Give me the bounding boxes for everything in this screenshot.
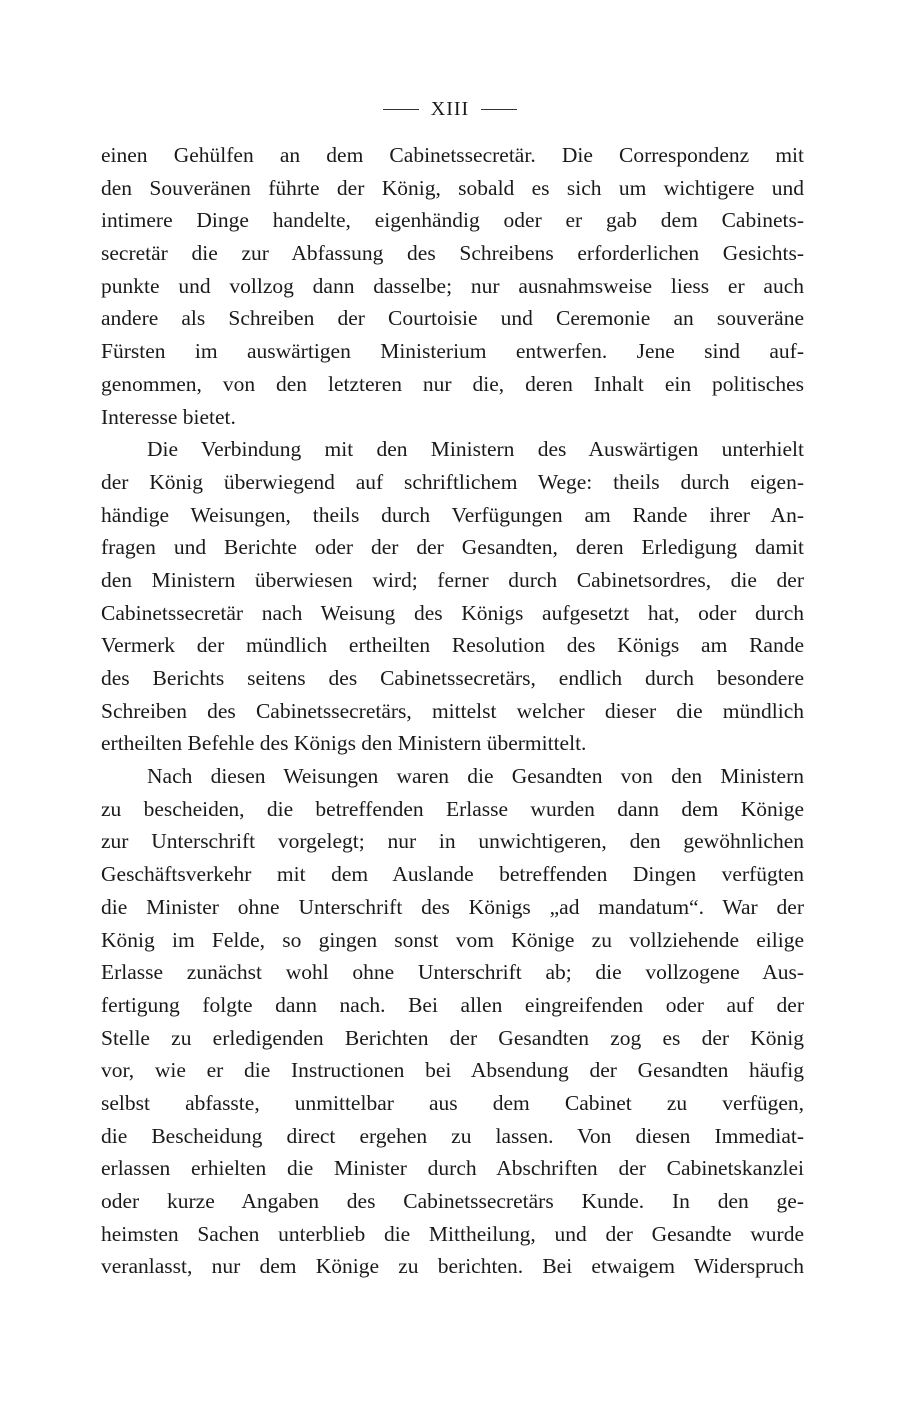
text-line: vor, wie er die Instructionen bei Absendung der Gesandten häufig <box>101 1058 804 1083</box>
text-line: fertigung folgte dann nach. Bei allen eingreifenden oder auf der <box>101 992 804 1017</box>
text-line: Cabinetssecretär nach Weisung des Königs aufgesetzt hat, oder durch <box>101 600 804 625</box>
text-line: oder kurze Angaben des Cabinetssecretärs Kunde. In den ge- <box>101 1189 804 1213</box>
page-number: XIII <box>430 97 470 120</box>
text-line: Die Verbindung mit den Ministern des Auswärtigen unterhielt <box>147 437 804 462</box>
text-line: Erlasse zunächst wohl ohne Unterschrift ab; die vollzogene Aus- <box>101 960 804 985</box>
text-line: zur Unterschrift vorgelegt; nur in unwichtigeren, den gewöhnlichen <box>101 829 804 854</box>
text-line: intimere Dinge handelte, eigenhändig oder er gab dem Cabinets- <box>101 208 804 233</box>
body-text <box>101 139 804 1283</box>
text-line: einen Gehülfen an dem Cabinetssecretär. Die Correspondenz mit <box>101 143 804 167</box>
paragraph-2 <box>101 433 804 760</box>
text-line: die Minister ohne Unterschrift des Königs „ad mandatum“. War der <box>101 894 804 919</box>
text-line: Schreiben des Cabinetssecretärs, mittelst welcher dieser die mündlich <box>101 698 804 723</box>
text-line: Stelle zu erledigenden Berichten der Gesandten zog es der König <box>101 1025 804 1050</box>
text-line: Interesse bietet. <box>101 404 236 429</box>
paragraph-3 <box>101 760 804 1283</box>
text-line: heimsten Sachen unterblieb die Mittheilung, und der Gesandte wurde <box>101 1221 804 1246</box>
text-line: fragen und Berichte oder der der Gesandten, deren Erledigung damit <box>101 535 804 560</box>
text-line: Vermerk der mündlich ertheilten Resolution des Königs am Rande <box>101 633 804 658</box>
text-line: punkte und vollzog dann dasselbe; nur ausnahmsweise liess er auch <box>101 273 804 298</box>
paragraph-1 <box>101 139 804 433</box>
text-line: zu bescheiden, die betreffenden Erlasse wurden dann dem Könige <box>101 796 804 821</box>
text-line: den Ministern überwiesen wird; ferner durch Cabinetsordres, die der <box>101 567 804 592</box>
text-line: den Souveränen führte der König, sobald es sich um wichtigere und <box>101 175 804 200</box>
text-line: secretär die zur Abfassung des Schreibens erforderlichen Gesichts- <box>101 241 804 266</box>
text-line: andere als Schreiben der Courtoisie und Ceremonie an souveräne <box>101 306 804 331</box>
text-line: veranlasst, nur dem Könige zu berichten. Bei etwaigem Widerspruch <box>101 1254 804 1279</box>
right-dash-rule <box>481 109 517 110</box>
text-line: erlassen erhielten die Minister durch Abschriften der Cabinetskanzlei <box>101 1156 804 1181</box>
text-line: Geschäftsverkehr mit dem Auslande betreffenden Dingen verfügten <box>101 862 804 887</box>
running-head <box>0 94 900 124</box>
text-line: ertheilten Befehle des Königs den Ministern übermittelt. <box>101 731 587 756</box>
text-line: die Bescheidung direct ergehen zu lassen. Von diesen Immediat- <box>101 1123 804 1148</box>
text-line: händige Weisungen, theils durch Verfügungen am Rande ihrer An- <box>101 502 804 527</box>
text-line: des Berichts seitens des Cabinetssecretärs, endlich durch besondere <box>101 666 804 690</box>
text-line: Nach diesen Weisungen waren die Gesandten von den Ministern <box>147 764 804 789</box>
text-line: Fürsten im auswärtigen Ministerium entwerfen. Jene sind auf- <box>101 339 804 364</box>
text-line: genommen, von den letzteren nur die, deren Inhalt ein politisches <box>101 371 804 396</box>
text-line: selbst abfasste, unmittelbar aus dem Cabinet zu verfügen, <box>101 1090 804 1115</box>
text-line: der König überwiegend auf schriftlichem Wege: theils durch eigen- <box>101 469 804 494</box>
text-line: König im Felde, so gingen sonst vom Könige zu vollziehende eilige <box>101 927 804 952</box>
left-dash-rule <box>383 109 419 110</box>
